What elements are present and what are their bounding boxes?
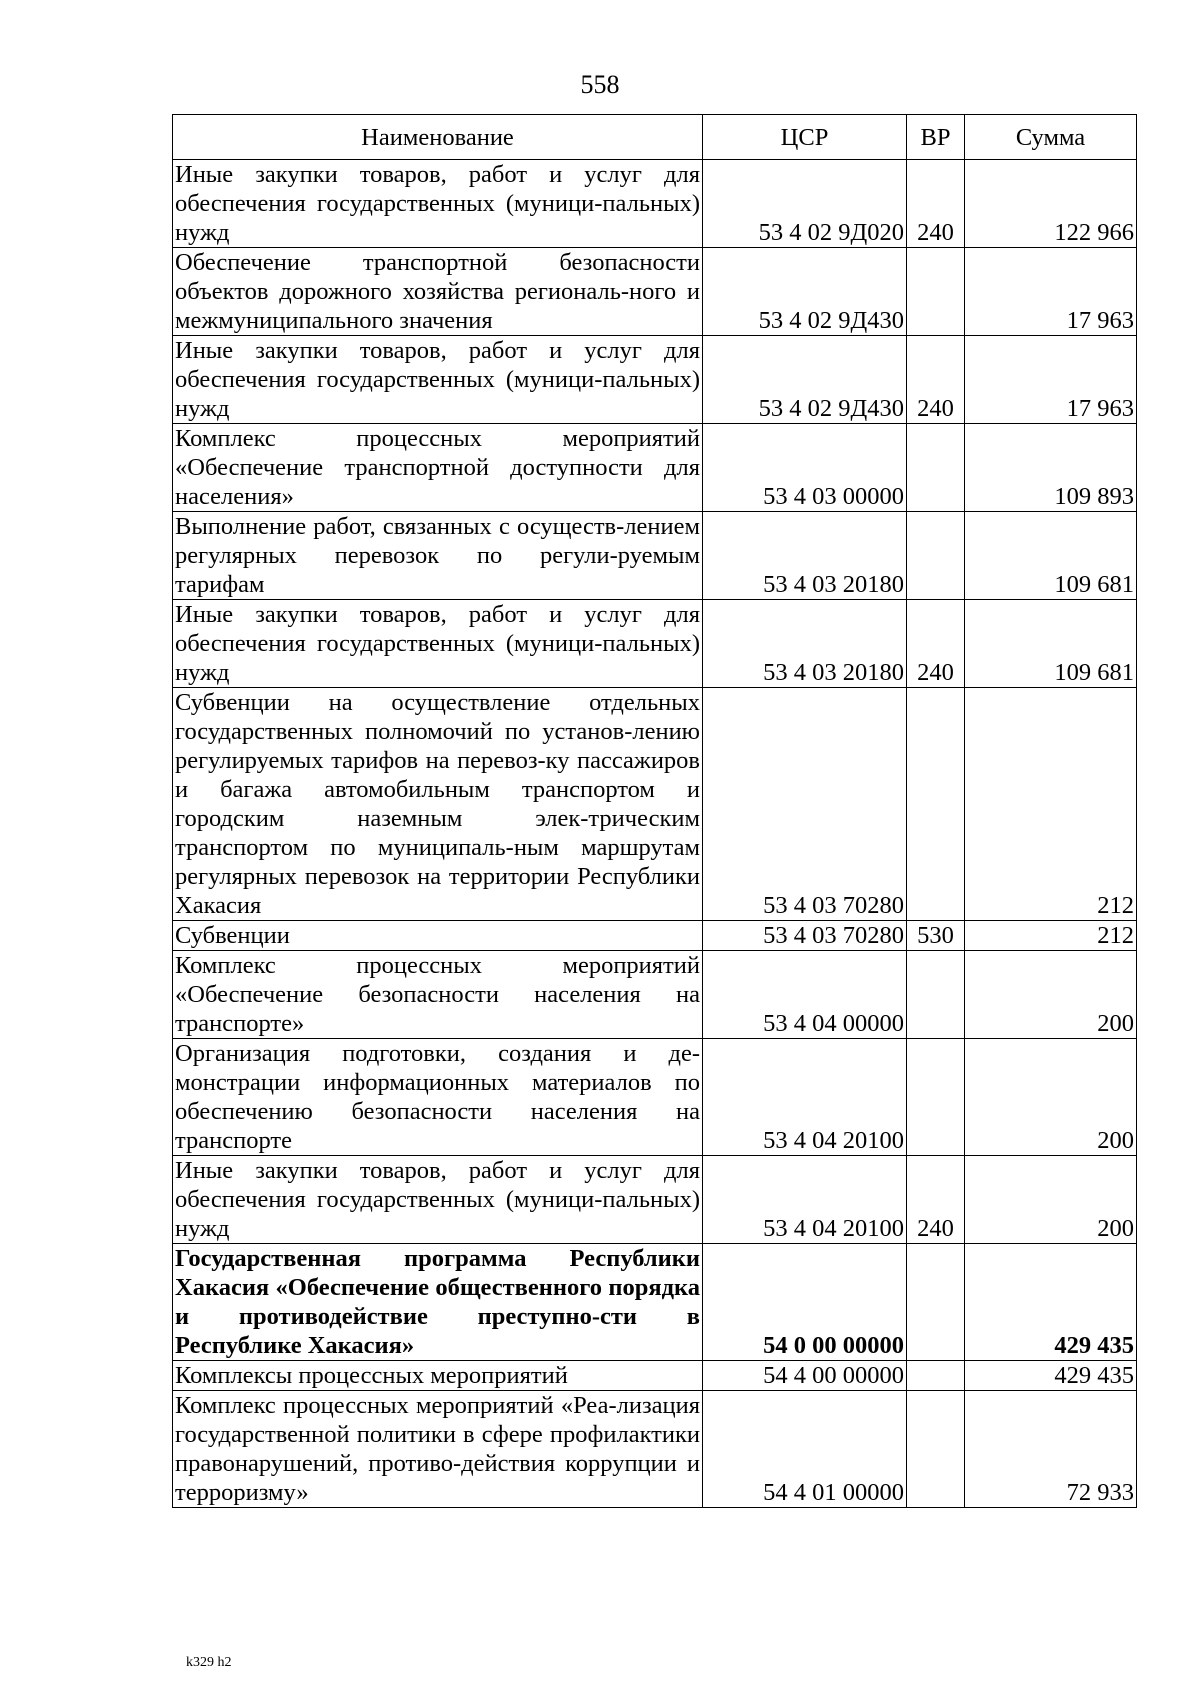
cell-name: Комплексы процессных мероприятий <box>173 1361 703 1391</box>
cell-csr: 54 4 00 00000 <box>703 1361 907 1391</box>
cell-vr <box>907 248 965 336</box>
cell-name: Комплекс процессных мероприятий «Обеспечение транспортной доступности для населения» <box>173 424 703 512</box>
cell-csr: 53 4 03 20180 <box>703 512 907 600</box>
header-name: Наименование <box>173 115 703 160</box>
header-sum: Сумма <box>965 115 1137 160</box>
table-row <box>173 1039 1137 1156</box>
cell-vr <box>907 1391 965 1508</box>
cell-sum: 72 933 <box>965 1391 1137 1508</box>
table-row <box>173 600 1137 688</box>
cell-vr: 530 <box>907 921 965 951</box>
table-row <box>173 921 1137 951</box>
cell-sum: 429 435 <box>965 1361 1137 1391</box>
cell-sum: 109 681 <box>965 600 1137 688</box>
table-row <box>173 1361 1137 1391</box>
table-row <box>173 1156 1137 1244</box>
table-row <box>173 248 1137 336</box>
cell-vr <box>907 1039 965 1156</box>
cell-csr: 53 4 02 9Д430 <box>703 248 907 336</box>
table-row <box>173 1391 1137 1508</box>
cell-name: Субвенции <box>173 921 703 951</box>
cell-vr: 240 <box>907 160 965 248</box>
cell-sum: 212 <box>965 921 1137 951</box>
cell-vr <box>907 951 965 1039</box>
cell-sum: 200 <box>965 1156 1137 1244</box>
cell-csr: 54 0 00 00000 <box>703 1244 907 1361</box>
table-row <box>173 512 1137 600</box>
cell-csr: 53 4 03 70280 <box>703 688 907 921</box>
cell-name: Субвенции на осуществление отдельных государственных полномочий по установ-лению регулируемых тарифов на перевоз-ку пассажиров и багажа автомобильным транспортом и городским наземным элек-трическим транспортом по муниципаль-ным маршрутам регулярных перевозок на территории Республики Хакасия <box>173 688 703 921</box>
table-row <box>173 951 1137 1039</box>
cell-sum: 122 966 <box>965 160 1137 248</box>
cell-name: Иные закупки товаров, работ и услуг для обеспечения государственных (муници-пальных) нужд <box>173 600 703 688</box>
cell-vr <box>907 512 965 600</box>
cell-csr: 53 4 04 20100 <box>703 1156 907 1244</box>
header-vr: ВР <box>907 115 965 160</box>
cell-sum: 200 <box>965 951 1137 1039</box>
cell-name: Государственная программа Республики Хакасия «Обеспечение общественного порядка и противодействие преступно-сти в Республике Хакасия» <box>173 1244 703 1361</box>
cell-csr: 53 4 04 00000 <box>703 951 907 1039</box>
cell-name: Обеспечение транспортной безопасности объектов дорожного хозяйства региональ-ного и межмуниципального значения <box>173 248 703 336</box>
cell-sum: 17 963 <box>965 336 1137 424</box>
cell-name: Выполнение работ, связанных с осуществ-лением регулярных перевозок по регули-руемым тарифам <box>173 512 703 600</box>
cell-name: Комплекс процессных мероприятий «Реа-лизация государственной политики в сфере профилактики правонарушений, противо-действия коррупции и терроризму» <box>173 1391 703 1508</box>
cell-name: Иные закупки товаров, работ и услуг для обеспечения государственных (муници-пальных) нужд <box>173 336 703 424</box>
cell-sum: 17 963 <box>965 248 1137 336</box>
cell-vr: 240 <box>907 336 965 424</box>
cell-name: Иные закупки товаров, работ и услуг для обеспечения государственных (муници-пальных) нужд <box>173 160 703 248</box>
cell-name: Организация подготовки, создания и де-монстрации информационных материалов по обеспечению безопасности населения на транспорте <box>173 1039 703 1156</box>
table-row <box>173 424 1137 512</box>
table-row <box>173 688 1137 921</box>
cell-csr: 54 4 01 00000 <box>703 1391 907 1508</box>
cell-sum: 200 <box>965 1039 1137 1156</box>
cell-vr <box>907 1361 965 1391</box>
cell-csr: 53 4 03 20180 <box>703 600 907 688</box>
table-row <box>173 1244 1137 1361</box>
cell-sum: 109 893 <box>965 424 1137 512</box>
cell-vr <box>907 688 965 921</box>
cell-vr <box>907 1244 965 1361</box>
budget-table <box>172 114 1137 1508</box>
cell-vr: 240 <box>907 600 965 688</box>
table-header-row <box>173 115 1137 160</box>
cell-sum: 212 <box>965 688 1137 921</box>
page-number: 558 <box>580 70 620 99</box>
cell-sum: 109 681 <box>965 512 1137 600</box>
cell-csr: 53 4 03 70280 <box>703 921 907 951</box>
cell-csr: 53 4 03 00000 <box>703 424 907 512</box>
cell-sum: 429 435 <box>965 1244 1137 1361</box>
cell-name: Иные закупки товаров, работ и услуг для обеспечения государственных (муници-пальных) нужд <box>173 1156 703 1244</box>
cell-csr: 53 4 02 9Д020 <box>703 160 907 248</box>
table-row <box>173 336 1137 424</box>
cell-csr: 53 4 04 20100 <box>703 1039 907 1156</box>
cell-csr: 53 4 02 9Д430 <box>703 336 907 424</box>
table-row <box>173 160 1137 248</box>
footer-code: k329 h2 <box>186 1655 232 1670</box>
cell-name: Комплекс процессных мероприятий «Обеспечение безопасности населения на транспорте» <box>173 951 703 1039</box>
cell-vr <box>907 424 965 512</box>
header-csr: ЦСР <box>703 115 907 160</box>
cell-vr: 240 <box>907 1156 965 1244</box>
